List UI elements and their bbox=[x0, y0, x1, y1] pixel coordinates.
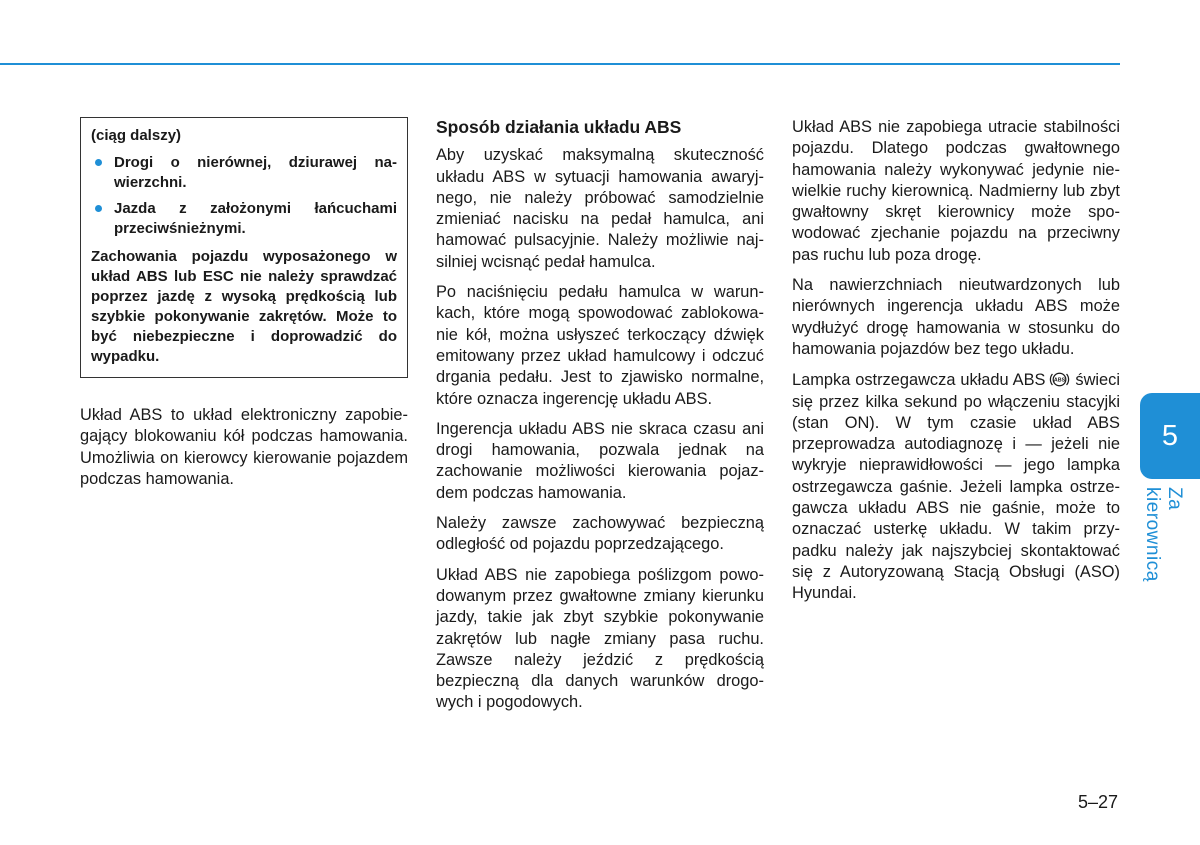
column-middle bbox=[436, 117, 764, 723]
warning-list-item-text: Jazda z założonymi łańcuchami przeciwśnieżnymi. bbox=[114, 200, 397, 237]
abs-intro-paragraph: Układ ABS to układ elektroniczny zapobiegający blokowaniu kół podczas hamowania. Umożliwia on kierowcy kierowanie pojazdem podczas hamowania. bbox=[80, 406, 408, 488]
abs-icon-label: ABS bbox=[1054, 377, 1066, 384]
warning-list-item-text: Drogi o nierównej, dziurawej nawierzchni. bbox=[114, 154, 397, 191]
paragraph: Układ ABS nie zapobiega poślizgom powodowanym przez gwałtowne zmiany kierunku jazdy, takie jak zbyt szybkie pokonywanie zakrętów lub nagłe zmiany pasa ruchu. Zawsze należy jeździć z prędkością bezpieczną dla danych warunków drogowych i pogodowych. bbox=[436, 565, 764, 712]
warning-list-item bbox=[91, 199, 397, 239]
paragraph: Na nawierzchniach nieutwardzonych lub nierównych ingerencja układu ABS może wydłużyć drogę hamowania w stosunku do hamowania pojazdów bez tego układu. bbox=[792, 276, 1120, 358]
bullet-dot-icon bbox=[95, 205, 102, 212]
column-left bbox=[80, 117, 408, 499]
warning-list-item bbox=[91, 153, 397, 193]
warning-text: Zachowania pojazdu wyposażonego w układ ABS lub ESC nie należy sprawdzać poprzez jazdę z wysoką prędkością lub szybkie pokonywanie zakrętów. Może to być niebezpieczne i doprowadzić do wypadku. bbox=[91, 248, 397, 365]
paragraph: Należy zawsze zachowywać bezpieczną odległość od pojazdu poprzedzającego. bbox=[436, 514, 764, 554]
page-number: 5–27 bbox=[1078, 792, 1119, 812]
paragraph: Aby uzyskać maksymalną skuteczność układu ABS w sytuacji hamowania awaryjnego, nie należy próbować samodzielnie zmieniać nacisku na pedał hamulca, ani hamować pulsacyjnie. Należy możliwie najsilniej wcisnąć pedał hamulca. bbox=[436, 146, 764, 271]
abs-lamp-text-start: Lampka ostrzegawcza układu ABS bbox=[792, 371, 1046, 390]
warning-continued-label: (ciąg dalszy) bbox=[91, 127, 182, 144]
chapter-label: Za kierownicą bbox=[1142, 487, 1185, 582]
abs-warning-light-icon bbox=[1049, 369, 1070, 390]
bullet-dot-icon bbox=[95, 159, 102, 166]
chapter-tab: 5 bbox=[1140, 393, 1200, 479]
section-heading: Sposób działania układu ABS bbox=[436, 117, 682, 137]
header-rule bbox=[0, 63, 1120, 65]
paragraph: Po naciśnięciu pedału hamulca w warunkach, które mogą spowodować zablokowanie kół, można usłyszeć terkoczący dźwięk emitowany przez układ hamulcowy i odczuć drgania pedału. Jest to zjawisko normalne, które oznacza ingerencję układu ABS. bbox=[436, 283, 764, 408]
paragraph: Układ ABS nie zapobiega utracie stabilności pojazdu. Dlatego podczas gwałtownego hamowania należy wykonywać jedynie niewielkie ruchy kierownicą. Nadmierny lub zbyt gwałtowny skręt kierownicy może spowodować zjechanie pojazdu na przeciwny pas ruchu lub poza drogę. bbox=[792, 118, 1120, 264]
column-right bbox=[792, 117, 1120, 614]
warning-box bbox=[80, 117, 408, 378]
warning-list bbox=[91, 153, 397, 239]
abs-lamp-text-end: świeci się przez kilka sekund po włączeniu stacyjki (stan ON). W tym czasie układ ABS przeprowadza autodiagnozę i — jeżeli nie wykryje nieprawidłowości — jego lampka ostrzegawcza gaśnie. Jeżeli lampka ostrzegawcza układu ABS nie gaśnie, może to oznaczać usterkę układu. W takim przypadku należy jak najszybciej skontaktować się z Autoryzowaną Stacją Obsługi (ASO) Hyundai. bbox=[792, 371, 1121, 603]
paragraph-abs-lamp bbox=[792, 369, 1120, 604]
paragraph: Ingerencja układu ABS nie skraca czasu ani drogi hamowania, pozwala jednak na zachowanie możliwości kierowania pojazdem podczas hamowania. bbox=[436, 419, 764, 502]
